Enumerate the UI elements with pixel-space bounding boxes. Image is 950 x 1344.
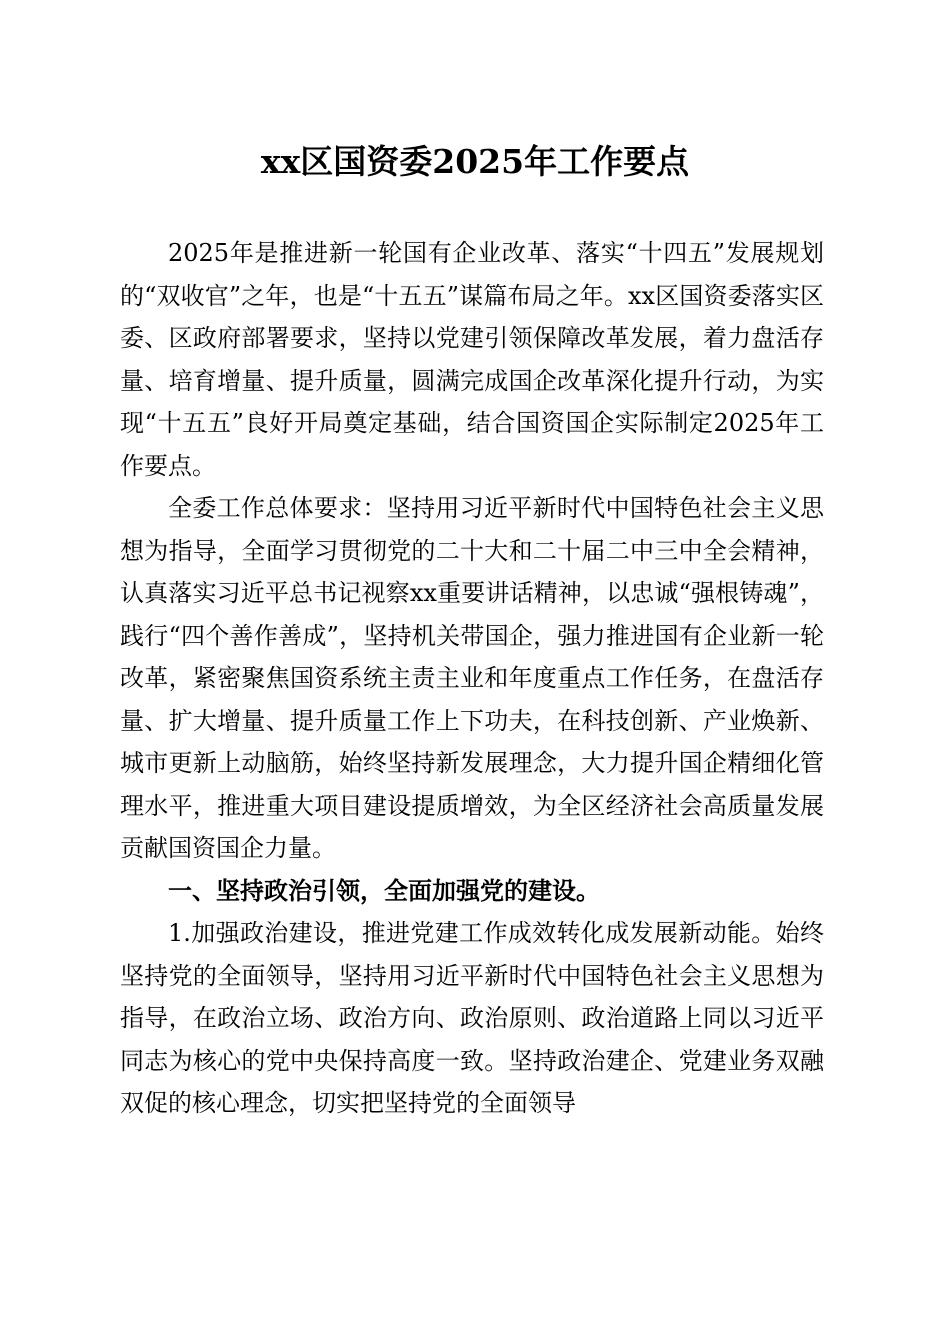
document-body — [120, 232, 824, 1125]
intro-paragraph: 2025年是推进新一轮国有企业改革、落实“十四五”发展规划的“双收官”之年，也是“十五五”谋篇布局之年。xx区国资委落实区委、区政府部署要求，坚持以党建引领保障改革发展，着力盘活存量、培育增量、提升质量，圆满完成国企改革深化提升行动，为实现“十五五”良好开局奠定基础，结合国资国企实际制定2025年工作要点。 — [120, 239, 824, 480]
document-title: xx区国资委2025年工作要点 — [260, 142, 690, 181]
item-paragraph: 1.加强政治建设，推进党建工作成效转化成发展新动能。始终坚持党的全面领导，坚持用习近平新时代中国特色社会主义思想为指导，在政治立场、政治方向、政治原则、政治道路上同以习近平同志为核心的党中央保持高度一致。坚持政治建企、党建业务双融双促的核心理念，切实把坚持党的全面领导 — [120, 919, 824, 1117]
general-requirements-paragraph: 全委工作总体要求：坚持用习近平新时代中国特色社会主义思想为指导，全面学习贯彻党的二十大和二十届二中三中全会精神，认真落实习近平总书记视察xx重要讲话精神，以忠诚“强根铸魂”，践行“四个善作善成”，坚持机关带国企，强力推进国有企业新一轮改革，紧密聚焦国资系统主责主业和年度重点工作任务，在盘活存量、扩大增量、提升质量工作上下功夫，在科技创新、产业焕新、城市更新上动脑筋，始终坚持新发展理念，大力提升国企精细化管理水平，推进重大项目建设提质增效，为全区经济社会高质量发展贡献国资国企力量。 — [120, 494, 824, 862]
section-heading: 一、坚持政治引领，全面加强党的建设。 — [168, 876, 600, 905]
